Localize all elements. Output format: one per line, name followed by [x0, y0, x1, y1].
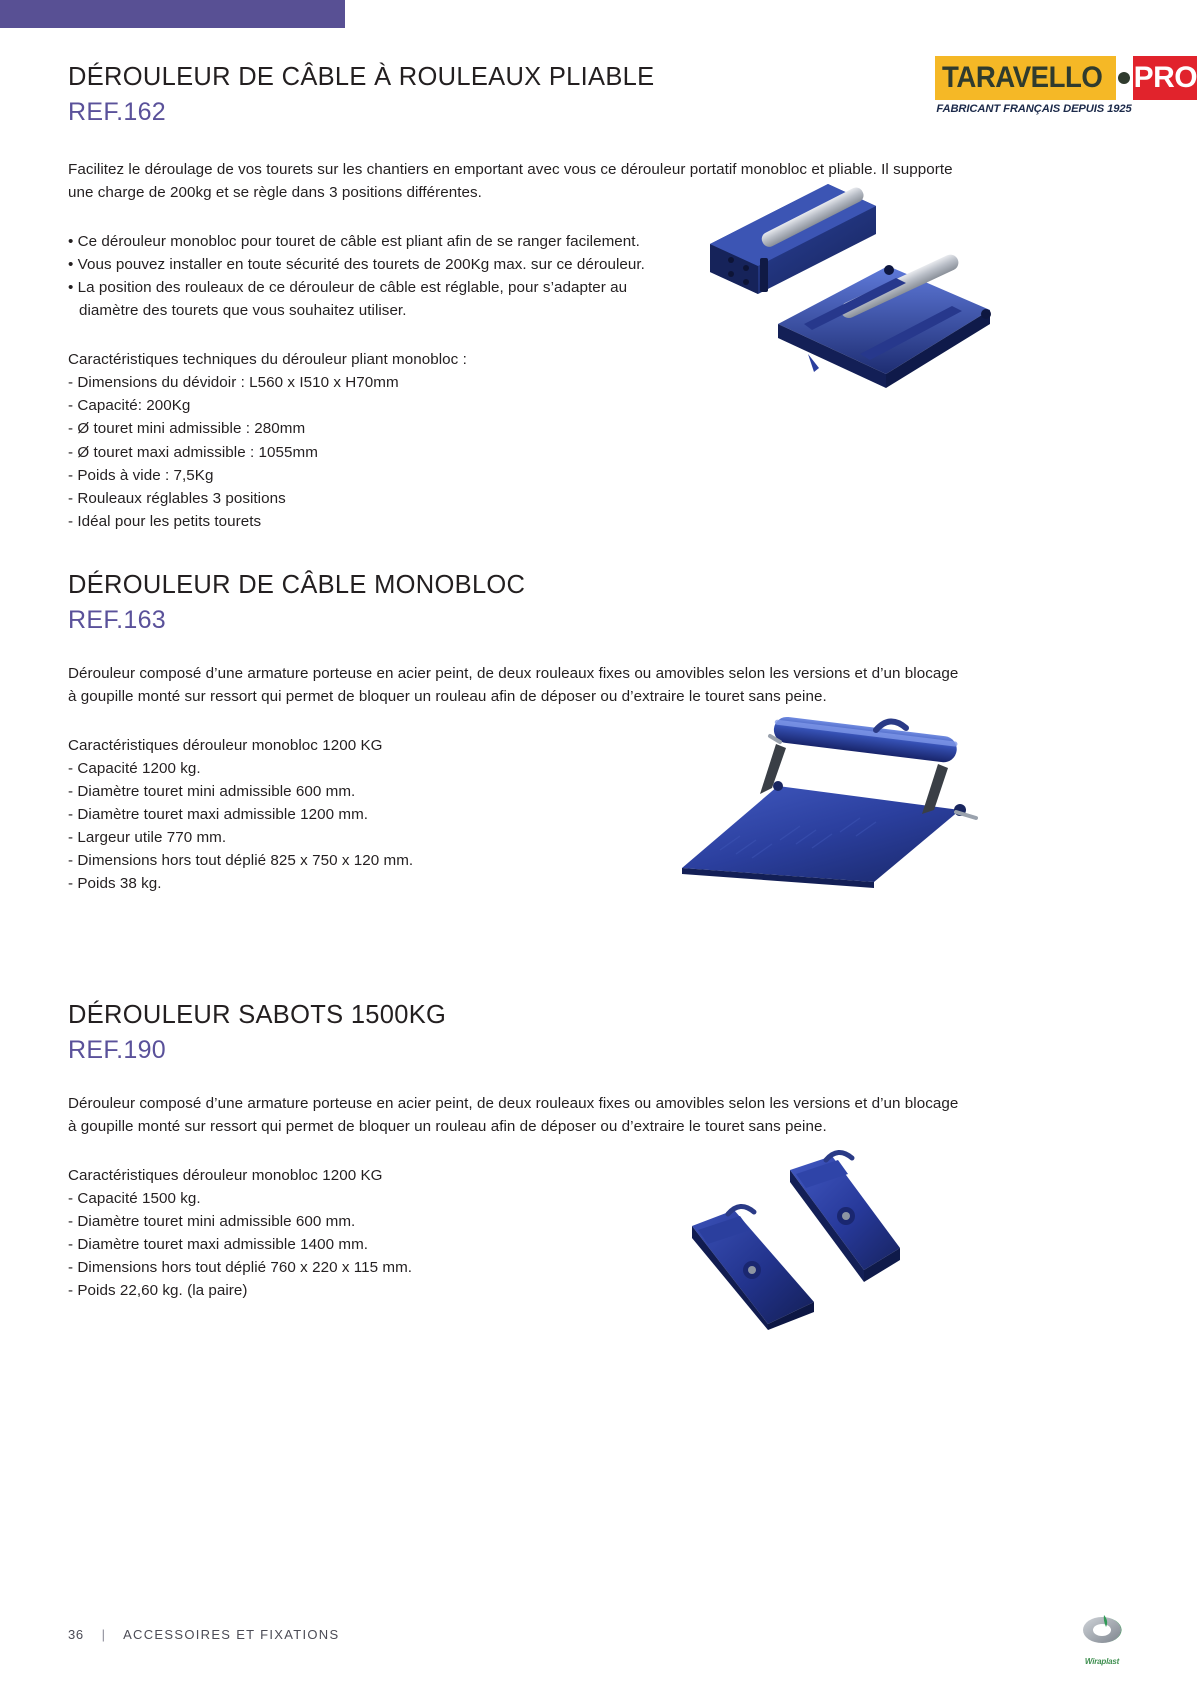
spec-item: - Rouleaux réglables 3 positions: [68, 489, 286, 507]
spec-item: - Largeur utile 770 mm.: [68, 829, 227, 847]
spec-item: - Capacité 1200 kg.: [68, 759, 201, 777]
logo-dot-icon: [1118, 72, 1130, 84]
spec-item: - Diamètre touret mini admissible 600 mm.: [68, 782, 356, 800]
specs-header: Caractéristiques dérouleur monobloc 1200 KG: [68, 736, 383, 754]
footer-category-label: ACCESSOIRES ET FIXATIONS: [123, 1627, 340, 1642]
logo-word-taravello: TARAVELLO: [942, 61, 1103, 94]
intro-line: à goupille monté sur ressort qui permet de bloquer un rouleau afin de déposer ou d’extraire le touret sans peine.: [68, 687, 827, 705]
spec-item: - Ø touret mini admissible : 280mm: [68, 420, 306, 438]
spec-item: - Poids 22,60 kg. (la paire): [68, 1282, 248, 1300]
logo-wordmark-row: [935, 56, 1198, 100]
footer-separator: |: [101, 1627, 106, 1642]
intro-line: à goupille monté sur ressort qui permet de bloquer un rouleau afin de déposer ou d’extraire le touret sans peine.: [68, 1117, 827, 1135]
section-title: DÉROULEUR DE CÂBLE MONOBLOC: [68, 571, 526, 599]
spec-item: - Poids à vide : 7,5Kg: [68, 466, 214, 484]
footer-breadcrumb: [68, 1627, 339, 1642]
list-item-continuation: diamètre des tourets que vous souhaitez utiliser.: [79, 302, 407, 320]
spec-item: - Capacité: 200Kg: [68, 397, 191, 415]
page-number: 36: [68, 1627, 84, 1642]
spec-item: - Diamètre touret maxi admissible 1200 mm.: [68, 806, 369, 824]
spec-item: - Dimensions hors tout déplié 760 x 220 x 115 mm.: [68, 1259, 413, 1277]
spec-item: - Diamètre touret maxi admissible 1400 mm.: [68, 1236, 369, 1254]
intro-line: Facilitez le déroulage de vos tourets sur les chantiers en emportant avec vous ce dérouleur portatif monobloc et pliable. Il supporte: [68, 160, 953, 178]
list-item: • Vous pouvez installer en toute sécurité des tourets de 200Kg max. sur ce dérouleur.: [68, 255, 645, 273]
spec-item: - Ø touret maxi admissible : 1055mm: [68, 443, 318, 461]
wiraplast-wordmark: Wiraplast: [1084, 1657, 1120, 1666]
list-item: • Ce dérouleur monobloc pour touret de câble est pliant afin de se ranger facilement.: [68, 232, 640, 250]
spec-item: - Idéal pour les petits tourets: [68, 512, 262, 530]
page-title: DÉROULEUR DE CÂBLE À ROULEAUX PLIABLE: [68, 63, 655, 91]
logo-word-pro: PRO: [1133, 61, 1198, 94]
page-footer: [68, 1607, 1133, 1697]
product-image-190: [650, 1130, 990, 1330]
specs-header: Caractéristiques dérouleur monobloc 1200 KG: [68, 1166, 383, 1184]
spec-item: - Diamètre touret mini admissible 600 mm.: [68, 1212, 356, 1230]
spec-item: - Capacité 1500 kg.: [68, 1189, 201, 1207]
spec-item: - Poids 38 kg.: [68, 875, 162, 893]
intro-line: Dérouleur composé d’une armature porteuse en acier peint, de deux rouleaux fixes ou amovibles selon les versions et d’un blocage: [68, 664, 959, 682]
intro-line: une charge de 200kg et se règle dans 3 positions différentes.: [68, 183, 482, 201]
spec-item: - Dimensions du dévidoir : L560 x I510 x H70mm: [68, 374, 399, 392]
intro-line: Dérouleur composé d’une armature porteuse en acier peint, de deux rouleaux fixes ou amovibles selon les versions et d’un blocage: [68, 1094, 959, 1112]
list-item: • La position des rouleaux de ce dérouleur de câble est réglable, pour s’adapter au: [68, 278, 628, 296]
wiraplast-mark-icon: [1073, 1611, 1131, 1651]
spec-item: - Dimensions hors tout déplié 825 x 750 x 120 mm.: [68, 852, 414, 870]
logo-yellow-block: [935, 56, 1116, 100]
specs-header: Caractéristiques techniques du dérouleur pliant monobloc :: [68, 351, 467, 369]
header-accent-bar: [0, 0, 345, 28]
logo-tagline: FABRICANT FRANÇAIS DEPUIS 1925: [936, 103, 1132, 115]
wiraplast-logo: [1073, 1611, 1131, 1666]
product-image-162: [700, 148, 1020, 408]
section-title: DÉROULEUR SABOTS 1500KG: [68, 1001, 447, 1029]
taravello-pro-logo: [935, 56, 1198, 115]
product-reference: REF.163: [68, 606, 166, 635]
logo-red-block: [1133, 56, 1197, 100]
section-header: [68, 61, 1198, 128]
product-reference: REF.162: [68, 98, 166, 127]
product-image-163: [660, 690, 1000, 890]
product-reference: REF.190: [68, 1036, 166, 1065]
